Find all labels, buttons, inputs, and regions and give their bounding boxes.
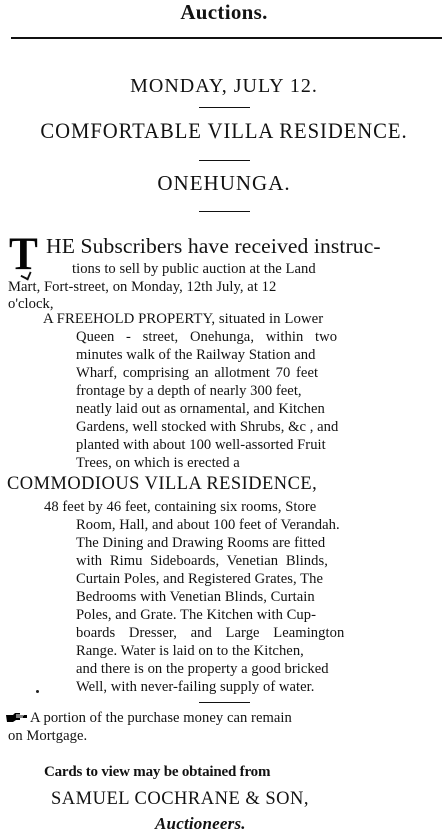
notice-line-5: A FREEHOLD PROPERTY, situated in Lower <box>43 311 324 327</box>
notice-line-4: o'clock, <box>8 296 54 312</box>
purchase-note-line-1: A portion of the purchase money can remain <box>30 710 292 726</box>
date-divider <box>199 107 250 108</box>
notice-line-18: with Rimu Sideboards, Venetian Blinds, <box>76 553 328 569</box>
notice-line-1: HE Subscribers have received instruc- <box>46 234 381 258</box>
notice-line-15: 48 feet by 46 feet, containing six rooms, Store <box>44 499 317 515</box>
header-rule <box>11 37 442 39</box>
notice-line-6: Queen - street, Onehunga, within two <box>76 329 338 345</box>
notice-line-17: The Dining and Drawing Rooms are fitted <box>76 535 326 551</box>
cards-to-view-line: Cards to view may be obtained from <box>44 764 271 780</box>
notice-line-13: Trees, on which is erected a <box>76 455 240 471</box>
notice-line-23: Range. Water is laid on to the Kitchen, <box>76 643 304 659</box>
notice-line-19: Curtain Poles, and Registered Grates, The <box>76 571 323 587</box>
notice-line-12: planted with about 100 well-assorted Fruit <box>76 437 326 453</box>
notice-line-8: Wharf, comprising an allotment 70 feet <box>76 365 319 381</box>
auctioneer-firm: SAMUEL COCHRANE & SON, <box>51 789 310 809</box>
notice-line-3: Mart, Fort-street, on Monday, 12th July, at 12 <box>8 279 277 295</box>
notice-line-22: boards Dresser, and Large Leamington <box>76 625 345 641</box>
middle-divider <box>199 702 250 703</box>
notice-line-10: neatly laid out as ornamental, and Kitchen <box>76 401 325 417</box>
notice-line-21: Poles, and Grate. The Kitchen with Cup- <box>76 607 316 623</box>
notice-line-16: Room, Hall, and about 100 feet of Verandah. <box>76 517 340 533</box>
property-location: ONEHUNGA. <box>157 171 291 195</box>
auctioneers-label: Auctioneers. <box>155 814 246 833</box>
purchase-note-line-2: on Mortgage. <box>8 728 88 744</box>
section-title: Auctions. <box>180 0 268 24</box>
notice-line-7: minutes walk of the Railway Station and <box>76 347 316 363</box>
notice-line-11: Gardens, well stocked with Shrubs, &c , and <box>76 419 339 435</box>
notice-line-2: tions to sell by public auction at the Land <box>72 261 316 277</box>
notice-line-25: Well, with never-failing supply of water. <box>76 679 315 695</box>
title-divider <box>199 160 250 161</box>
notice-line-24: and there is on the property a good bricked <box>76 661 329 677</box>
print-dot-ornament <box>36 690 39 693</box>
location-divider <box>199 211 250 212</box>
drop-cap-letter: T <box>9 232 44 276</box>
property-title: COMFORTABLE VILLA RESIDENCE. <box>40 118 408 143</box>
commodious-villa-heading: COMMODIOUS VILLA RESIDENCE, <box>7 473 318 494</box>
pointing-hand-icon <box>5 711 29 724</box>
auction-date: MONDAY, JULY 12. <box>130 75 318 97</box>
notice-line-9: frontage by a depth of nearly 300 feet, <box>76 383 302 399</box>
notice-line-20: Bedrooms with Venetian Blinds, Curtain <box>76 589 315 605</box>
